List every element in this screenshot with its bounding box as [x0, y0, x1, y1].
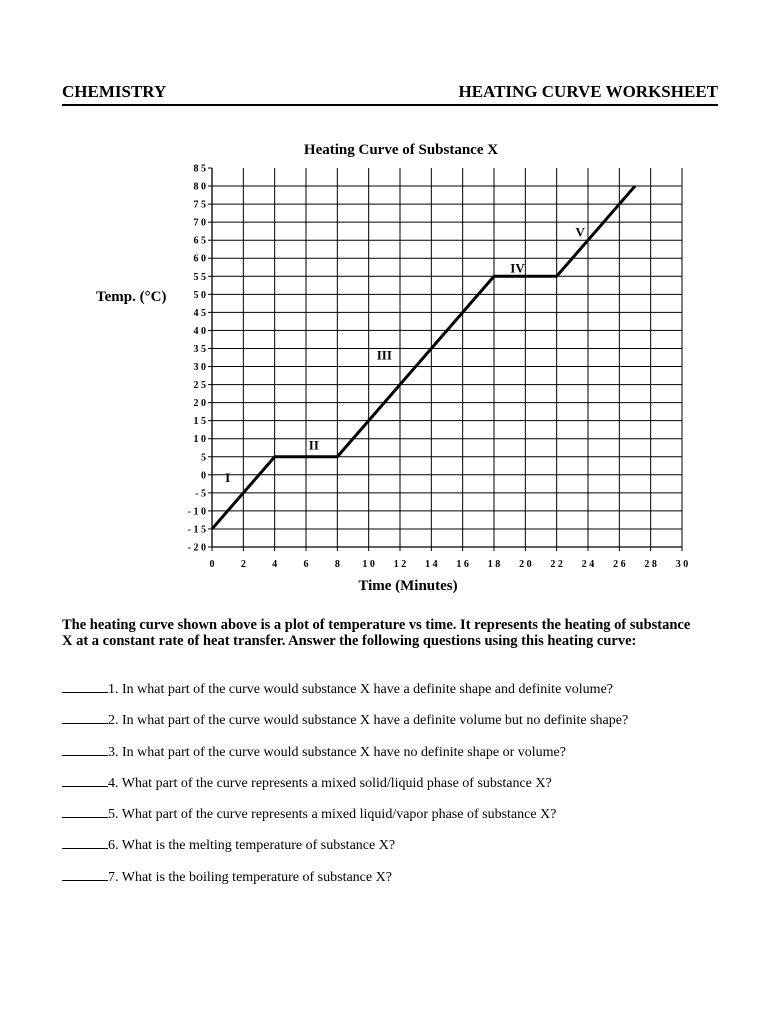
- y-tick-label: 6 0: [193, 253, 206, 265]
- x-tick-label: 2 2: [550, 559, 563, 570]
- question-text: 5. What part of the curve represents a mixed liquid/vapor phase of substance X?: [108, 807, 557, 823]
- y-tick-label: 2 0: [193, 398, 206, 410]
- answer-blank[interactable]: [62, 711, 108, 724]
- y-tick-label: 5 5: [193, 271, 206, 283]
- question-text: 6. What is the melting temperature of substance X?: [108, 838, 396, 854]
- subject-label: CHEMISTRY: [62, 82, 167, 101]
- question-text: 7. What is the boiling temperature of substance X?: [108, 869, 392, 885]
- x-tick-label: 0: [209, 559, 215, 570]
- question-item: [62, 805, 722, 836]
- y-tick-label: - 1 0: [187, 506, 206, 518]
- chart-title: Heating Curve of Substance X: [303, 142, 499, 158]
- x-tick-labels: [210, 547, 689, 570]
- worksheet-title: HEATING CURVE WORKSHEET: [458, 82, 718, 101]
- x-tick-label: 2 8: [644, 559, 657, 570]
- x-axis-label: Time (Minutes): [358, 578, 458, 594]
- y-tick-label: 1 0: [193, 434, 206, 446]
- answer-blank[interactable]: [62, 836, 108, 849]
- x-tick-label: 4: [272, 559, 278, 570]
- question-item: [62, 711, 722, 742]
- question-item: [62, 868, 722, 899]
- question-text: 3. In what part of the curve would substance X have no definite shape or volume?: [108, 744, 566, 760]
- y-tick-label: 3 0: [193, 362, 206, 374]
- segment-label: III: [376, 347, 392, 363]
- y-tick-label: - 2 0: [187, 542, 206, 554]
- question-item: [62, 774, 722, 805]
- question-list: [62, 680, 722, 899]
- y-tick-label: 4 5: [193, 307, 206, 319]
- chart-grid: [212, 168, 682, 547]
- y-tick-label: 4 0: [193, 325, 206, 337]
- segment-labels: [225, 225, 585, 485]
- y-tick-label: - 1 5: [187, 524, 206, 536]
- x-tick-label: 8: [334, 559, 340, 570]
- answer-blank[interactable]: [62, 680, 108, 693]
- chart-axes: [212, 168, 682, 547]
- answer-blank[interactable]: [62, 868, 108, 881]
- y-tick-label: 5: [201, 452, 206, 464]
- segment-label: II: [308, 437, 319, 453]
- y-tick-label: 2 5: [193, 380, 206, 392]
- y-tick-label: 7 0: [193, 217, 206, 229]
- question-text: 1. In what part of the curve would substance X have a definite shape and definite volume?: [108, 682, 613, 697]
- heating-curve-line: [212, 186, 635, 529]
- y-tick-label: 7 5: [193, 199, 206, 211]
- y-tick-label: 3 5: [193, 343, 206, 355]
- x-tick-label: 2 6: [613, 559, 626, 570]
- x-tick-label: 2 0: [519, 559, 532, 570]
- segment-label: IV: [510, 260, 525, 276]
- y-tick-label: 8 5: [193, 163, 206, 175]
- x-tick-label: 1 6: [456, 559, 469, 570]
- chart-series: [212, 186, 635, 529]
- answer-blank[interactable]: [62, 743, 108, 756]
- y-tick-label: 1 5: [193, 416, 206, 428]
- x-tick-label: 1 4: [425, 559, 438, 570]
- x-tick-label: 1 2: [393, 559, 407, 570]
- x-tick-label: 1 8: [487, 559, 501, 570]
- x-tick-label: 2 4: [581, 559, 595, 570]
- x-tick-label: 6: [303, 559, 309, 570]
- question-item: [62, 743, 722, 774]
- y-tick-label: - 5: [195, 488, 206, 500]
- question-item: [62, 836, 722, 867]
- question-text: 2. In what part of the curve would substance X have a definite volume but no definite shape?: [108, 713, 629, 729]
- y-tick-label: 5 0: [193, 289, 206, 301]
- y-tick-label: 6 5: [193, 235, 206, 247]
- x-tick-label: 3 0: [675, 559, 689, 570]
- x-tick-label: 2: [240, 559, 246, 570]
- y-tick-label: 0: [201, 470, 206, 482]
- x-tick-label: 1 0: [362, 559, 375, 570]
- segment-label: V: [575, 224, 585, 240]
- segment-label: I: [225, 470, 231, 486]
- answer-blank[interactable]: [62, 774, 108, 787]
- answer-blank[interactable]: [62, 805, 108, 818]
- question-text: 4. What part of the curve represents a mixed solid/liquid phase of substance X?: [108, 775, 552, 791]
- y-tick-labels: [188, 164, 212, 554]
- question-item: [62, 680, 722, 711]
- y-tick-label: 8 0: [193, 181, 206, 193]
- intro-paragraph: The heating curve shown above is a plot of temperature vs time. It represents the heating of substance X at a constant rate of heat transfer. Answer the following questions using this heating curve:: [62, 617, 691, 649]
- y-axis-label: Temp. (°C): [96, 289, 167, 305]
